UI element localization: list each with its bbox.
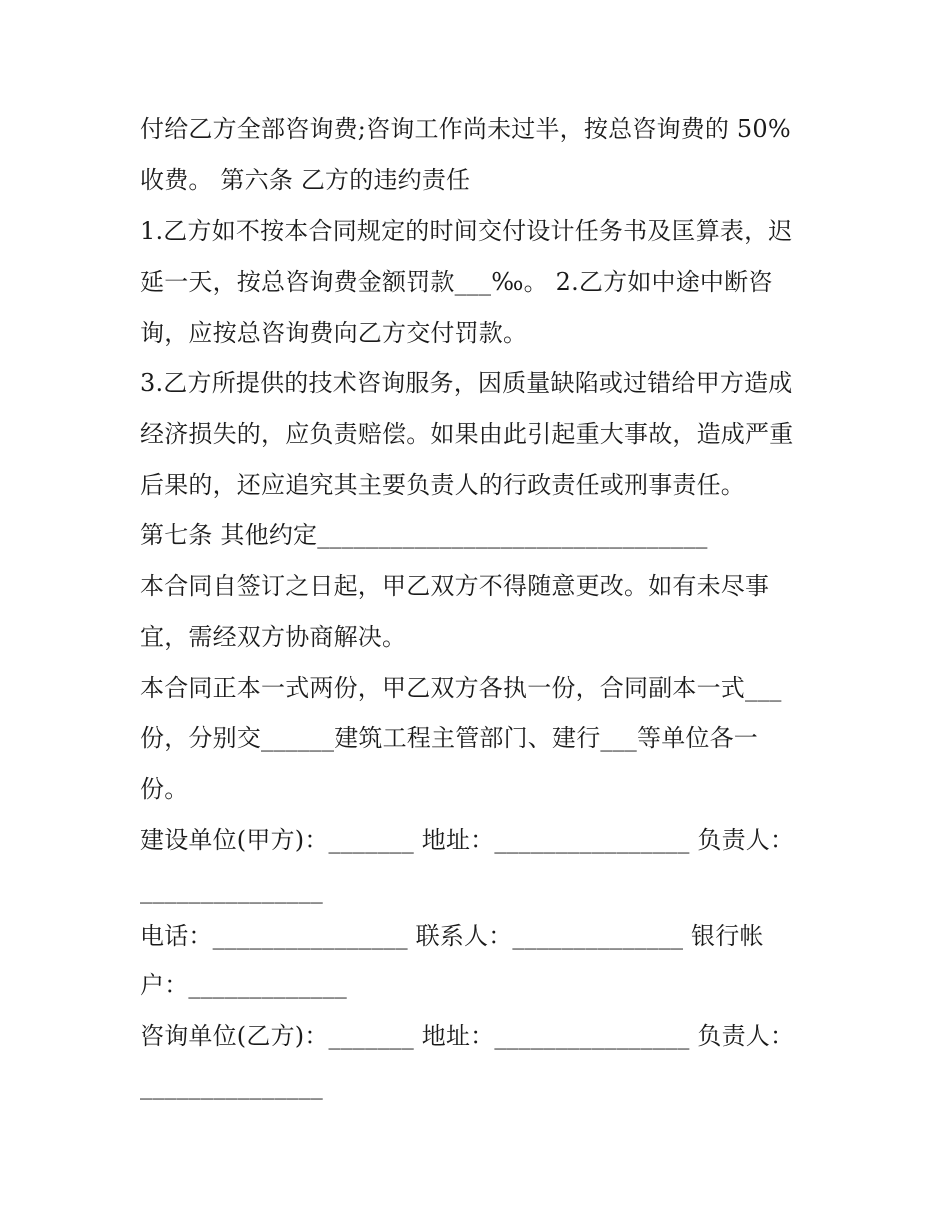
text-line: 询，应按总咨询费向乙方交付罚款。 [140, 319, 528, 347]
text-line: 咨询单位(乙方)：_______ 地址：________________ 负责人： [140, 1022, 795, 1050]
text-line: 户：_____________ [140, 971, 347, 999]
text-line: 收费。 第六条 乙方的违约责任 [140, 166, 471, 194]
text-line: 经济损失的，应负责赔偿。如果由此引起重大事故，造成严重 [140, 420, 794, 448]
text-line: 3.乙方所提供的技术咨询服务，因质量缺陷或过错给甲方造成 [140, 369, 793, 397]
text-line: 延一天，按总咨询费金额罚款___‰。 2.乙方如中途中断咨 [140, 268, 773, 296]
text-line: 份，分别交______建筑工程主管部门、建行___等单位各一 [140, 724, 758, 752]
text-line: _______________ [140, 1072, 323, 1100]
text-line: 电话：________________ 联系人：______________ 银行帐 [140, 922, 764, 950]
text-line: 后果的，还应追究其主要负责人的行政责任或刑事责任。 [140, 471, 745, 499]
text-line: 第七条 其他约定________________________________ [140, 521, 708, 549]
text-line: 宜，需经双方协商解决。 [140, 623, 407, 651]
text-line: 本合同正本一式两份，甲乙双方各执一份，合同副本一式___ [140, 674, 782, 702]
text-line: 付给乙方全部咨询费;咨询工作尚未过半，按总咨询费的 50% [140, 115, 791, 143]
text-line: 建设单位(甲方)：_______ 地址：________________ 负责人： [140, 826, 795, 854]
text-line: 本合同自签订之日起，甲乙双方不得随意更改。如有未尽事 [140, 572, 770, 600]
text-line: _______________ [140, 876, 323, 904]
text-line: 1.乙方如不按本合同规定的时间交付设计任务书及匡算表，迟 [140, 217, 793, 245]
text-line: 份。 [140, 775, 189, 803]
